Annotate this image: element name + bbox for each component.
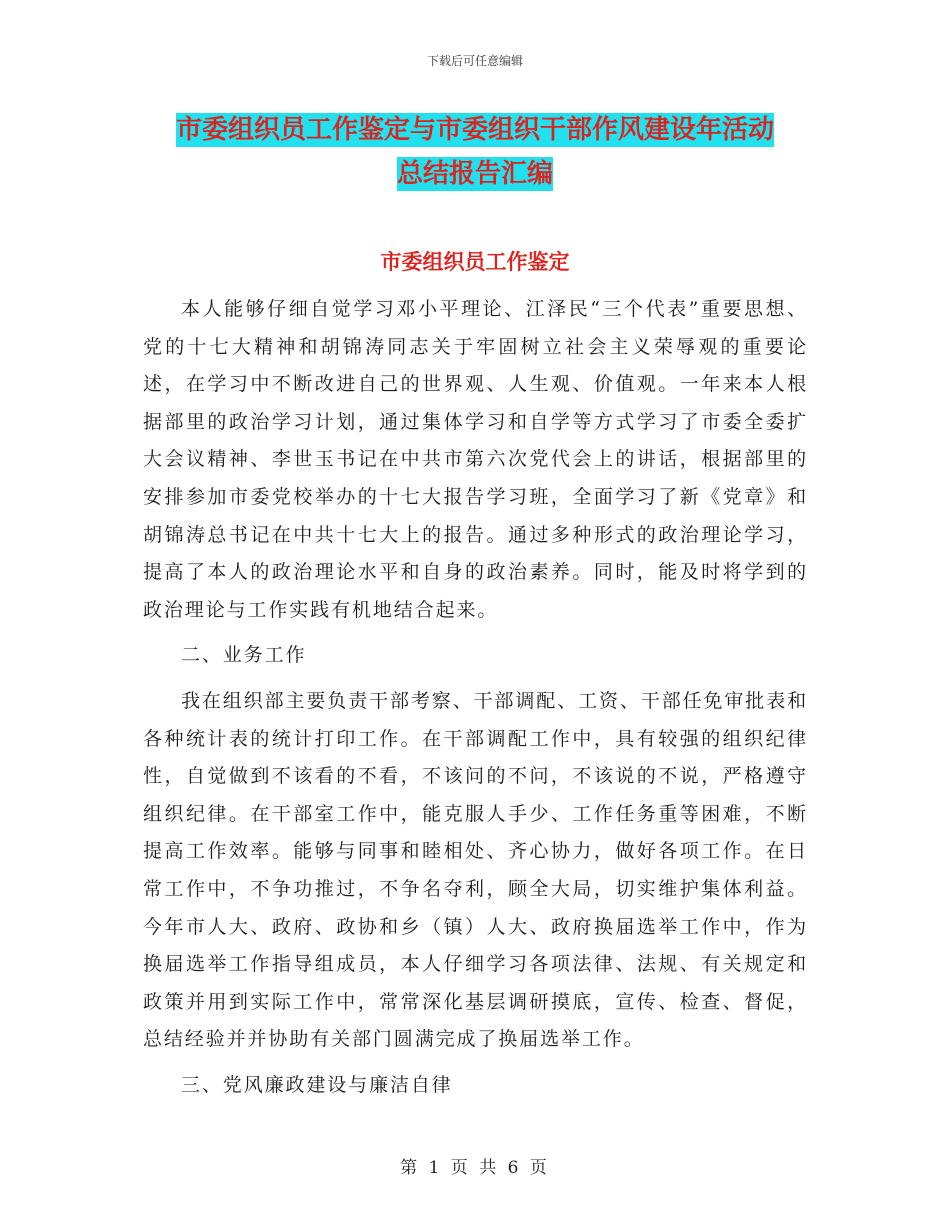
document-title [0,108,950,196]
title-line-1: 市委组织员工作鉴定与市委组织干部作风建设年活动 [175,115,774,145]
heading-integrity: 三、党风廉政建设与廉洁自律 [181,1073,453,1096]
section-title: 市委组织员工作鉴定 [380,250,570,274]
header-note: 下载后可任意编辑 [426,54,523,68]
paragraph-study: 本人能够仔细自觉学习邓小平理论、江泽民“三个代表”重要思想、党的十七大精神和胡锦涛同志关于牢固树立社会主义荣辱观的重要论述，在学习中不断改进自己的世界观、人生观、价值观。一年来本人根据部里的政治学习计划，通过集体学习和自学等方式学习了市委全委扩大会议精神、李世玉书记在中共市第六次党代会上的讲话，根据部里的安排参加市委党校举办的十七大报告学习班，全面学习了新《党章》和胡锦涛总书记在中共十七大上的报告。通过多种形式的政治理论学习，提高了本人的政治理论水平和自身的政治素养。同时，能及时将学到的政治理论与工作实践有机地结合起来。 [143,298,808,621]
page-footer: 第 1 页 共 6 页 [400,1158,550,1178]
document-body [143,291,808,1112]
heading-business-work: 二、业务工作 [181,644,307,667]
title-line-2: 总结报告汇编 [396,159,553,189]
paragraph-business: 我在组织部主要负责干部考察、干部调配、工资、干部任免审批表和各种统计表的统计打印工作。在干部调配工作中，具有较强的组织纪律性，自觉做到不该看的不看，不该问的不问，不该说的不说，严格遵守组织纪律。在干部室工作中，能克服人手少、工作任务重等困难，不断提高工作效率。能够与同事和睦相处、齐心协力，做好各项工作。在日常工作中，不争功推过，不争名夺利，顾全大局，切实维护集体利益。今年市人大、政府、政协和乡（镇）人大、政府换届选举工作中，作为换届选举工作指导组成员，本人仔细学习各项法律、法规、有关规定和政策并用到实际工作中，常常深化基层调研摸底，宣传、检查、督促，总结经验并并协助有关部门圆满完成了换届选举工作。 [143,689,809,1051]
